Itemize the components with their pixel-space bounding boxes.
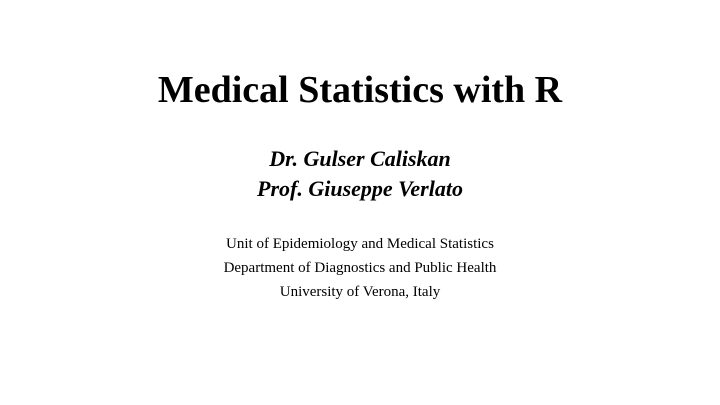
affiliation-university: University of Verona, Italy bbox=[279, 284, 441, 300]
affiliation-department: Department of Diagnostics and Public Health bbox=[223, 260, 497, 276]
author-list bbox=[0, 144, 720, 204]
author-name: Dr. Gulser Caliskan bbox=[269, 146, 451, 171]
affiliation-block bbox=[0, 232, 720, 304]
slide-title: Medical Statistics with R bbox=[157, 69, 563, 111]
affiliation-unit: Unit of Epidemiology and Medical Statistics bbox=[226, 236, 494, 252]
author-name: Prof. Giuseppe Verlato bbox=[257, 176, 463, 201]
